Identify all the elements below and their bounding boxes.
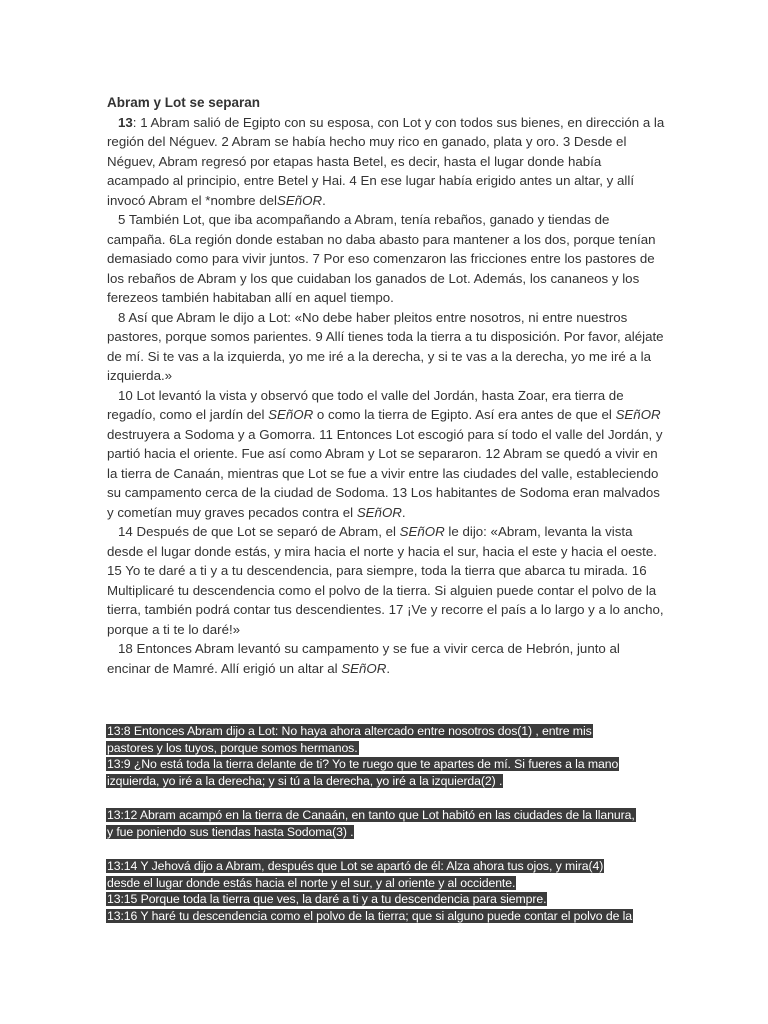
section-heading: Abram y Lot se separan <box>107 95 261 110</box>
paragraph-2: 5 También Lot, que iba acompañando a Abram, tenía rebaños, ganado y tiendas de campaña. 6La región donde estaban no daba abasto para mantener a los dos, porque tenían demasiado como para vivir juntos. 7 Por eso comenzaron las fricciones entre los pastores de los rebaños de Abram y los que cuidaban los ganados de Lot. Además, los cananeos y los ferezeos también habitaban allí en aquel tiempo. <box>107 212 656 305</box>
lord-name: SEñOR <box>341 660 387 676</box>
highlighted-line: 13:8 Entonces Abram dijo a Lot: No haya ahora altercado entre nosotros dos(1) , entre mis <box>107 724 592 738</box>
paragraph-4-text-b: o como la tierra de Egipto. Así era antes de que el <box>313 407 616 422</box>
paragraph-1-text: 1 Abram salió de Egipto con su esposa, con Lot y con todos sus bienes, en dirección a la región del Néguev. 2 Abram se había hecho muy rico en ganado, plata y oro. 3 Desde el Néguev, Abram regresó por etapas hasta Betel, es decir, hasta el lugar donde había acampado al principio, entre Betel y Hai. 4 En ese lugar había erigido antes un altar, y allí invocó Abram el *nombre del <box>107 114 665 208</box>
chapter-colon: : <box>132 114 141 130</box>
highlighted-line: y fue poniendo sus tiendas hasta Sodoma(3) . <box>107 824 354 839</box>
paragraph-3: 8 Así que Abram le dijo a Lot: «No debe haber pleitos entre nosotros, ni entre nuestros pastores, porque somos parientes. 9 Allí tienes toda la tierra a tu disposición. Por favor, aléjate de mí. Si te vas a la izquierda, yo me iré a la derecha, y si te vas a la derecha, yo me iré a la izquierda.» <box>107 309 664 383</box>
chapter-number: 13 <box>118 114 133 130</box>
highlighted-line: 13:9 ¿No está toda la tierra delante de ti? Yo te ruego que te apartes de mí. Si fueres a la mano <box>107 757 619 772</box>
lord-name: SEñOR <box>277 192 323 208</box>
highlighted-line: 13:16 Y haré tu descendencia como el polvo de la tierra; que si alguno puede contar el polvo de la <box>107 908 633 923</box>
paragraph-4 <box>107 386 667 523</box>
passage-body <box>107 113 667 679</box>
lord-name: SEñOR <box>356 504 402 520</box>
highlighted-verses-group-3 <box>106 858 666 924</box>
paragraph-5-text-a: 14 Después de que Lot se separó de Abram, el <box>118 524 400 539</box>
highlighted-line: 13:12 Abram acampó en la tierra de Canaán, en tanto que Lot habitó en las ciudades de la llanura, <box>107 808 635 822</box>
paragraph-6 <box>107 639 667 678</box>
paragraph-6-text: 18 Entonces Abram levantó su campamento y se fue a vivir cerca de Hebrón, junto al encinar de Mamré. Allí erigió un altar al <box>107 641 620 676</box>
lord-name: SEñOR <box>399 524 445 539</box>
highlighted-line: 13:15 Porque toda la tierra que ves, la daré a ti y a tu descendencia para siempre. <box>107 892 547 907</box>
lord-name: SEñOR <box>268 407 314 422</box>
paragraph-1 <box>107 113 667 211</box>
lord-name: SEñOR <box>615 407 661 422</box>
highlighted-line: desde el lugar donde estás hacia el norte y el sur, y al oriente y al occidente. <box>107 875 516 890</box>
paragraph-4-text-a: 10 Lot levantó la vista y observó que todo el valle del Jordán, hasta Zoar, era tierra de regadío, como el jardín del <box>107 387 624 422</box>
highlighted-verses-group-2 <box>106 807 666 840</box>
document-page <box>107 90 667 678</box>
highlighted-line: pastores y los tuyos, porque somos hermanos. <box>107 740 358 755</box>
paragraph-5-text-b: le dijo: «Abram, levanta la vista desde el lugar donde estás, y mira hacia el norte y hacia el sur, hacia el este y hacia el oeste. 15 Yo te daré a ti y a tu descendencia, para siempre, toda la tierra que abarca tu mirada. 16 Multiplicaré tu descendencia como el polvo de la tierra. Si alguien puede contar el polvo de la tierra, también podrá contar tus descendientes. 17 ¡Ve y recorre el país a lo largo y a lo ancho, porque a ti te lo daré!» <box>107 524 664 637</box>
paragraph-5 <box>107 522 667 639</box>
paragraph-1-end: . <box>322 192 326 208</box>
highlighted-line: 13:14 Y Jehová dijo a Abram, después que Lot se apartó de él: Alza ahora tus ojos, y mira(4) <box>107 859 604 873</box>
paragraph-6-end: . <box>386 660 391 676</box>
highlighted-line: izquierda, yo iré a la derecha; y si tú a la derecha, yo iré a la izquierda(2) . <box>107 773 503 788</box>
paragraph-4-text-c: destruyera a Sodoma y a Gomorra. 11 Entonces Lot escogió para sí todo el valle del Jordán, y partió hacia el oriente. Fue así como Abram y Lot se separaron. 12 Abram se quedó a vivir en la tierra de Canaán, mientras que Lot se fue a vivir entre las ciudades del valle, estableciendo su campamento cerca de la ciudad de Sodoma. 13 Los habitantes de Sodoma eran malvados y cometían muy graves pecados contra el <box>107 426 663 520</box>
paragraph-4-end: . <box>401 504 406 520</box>
highlighted-verses-group-1 <box>106 723 666 789</box>
